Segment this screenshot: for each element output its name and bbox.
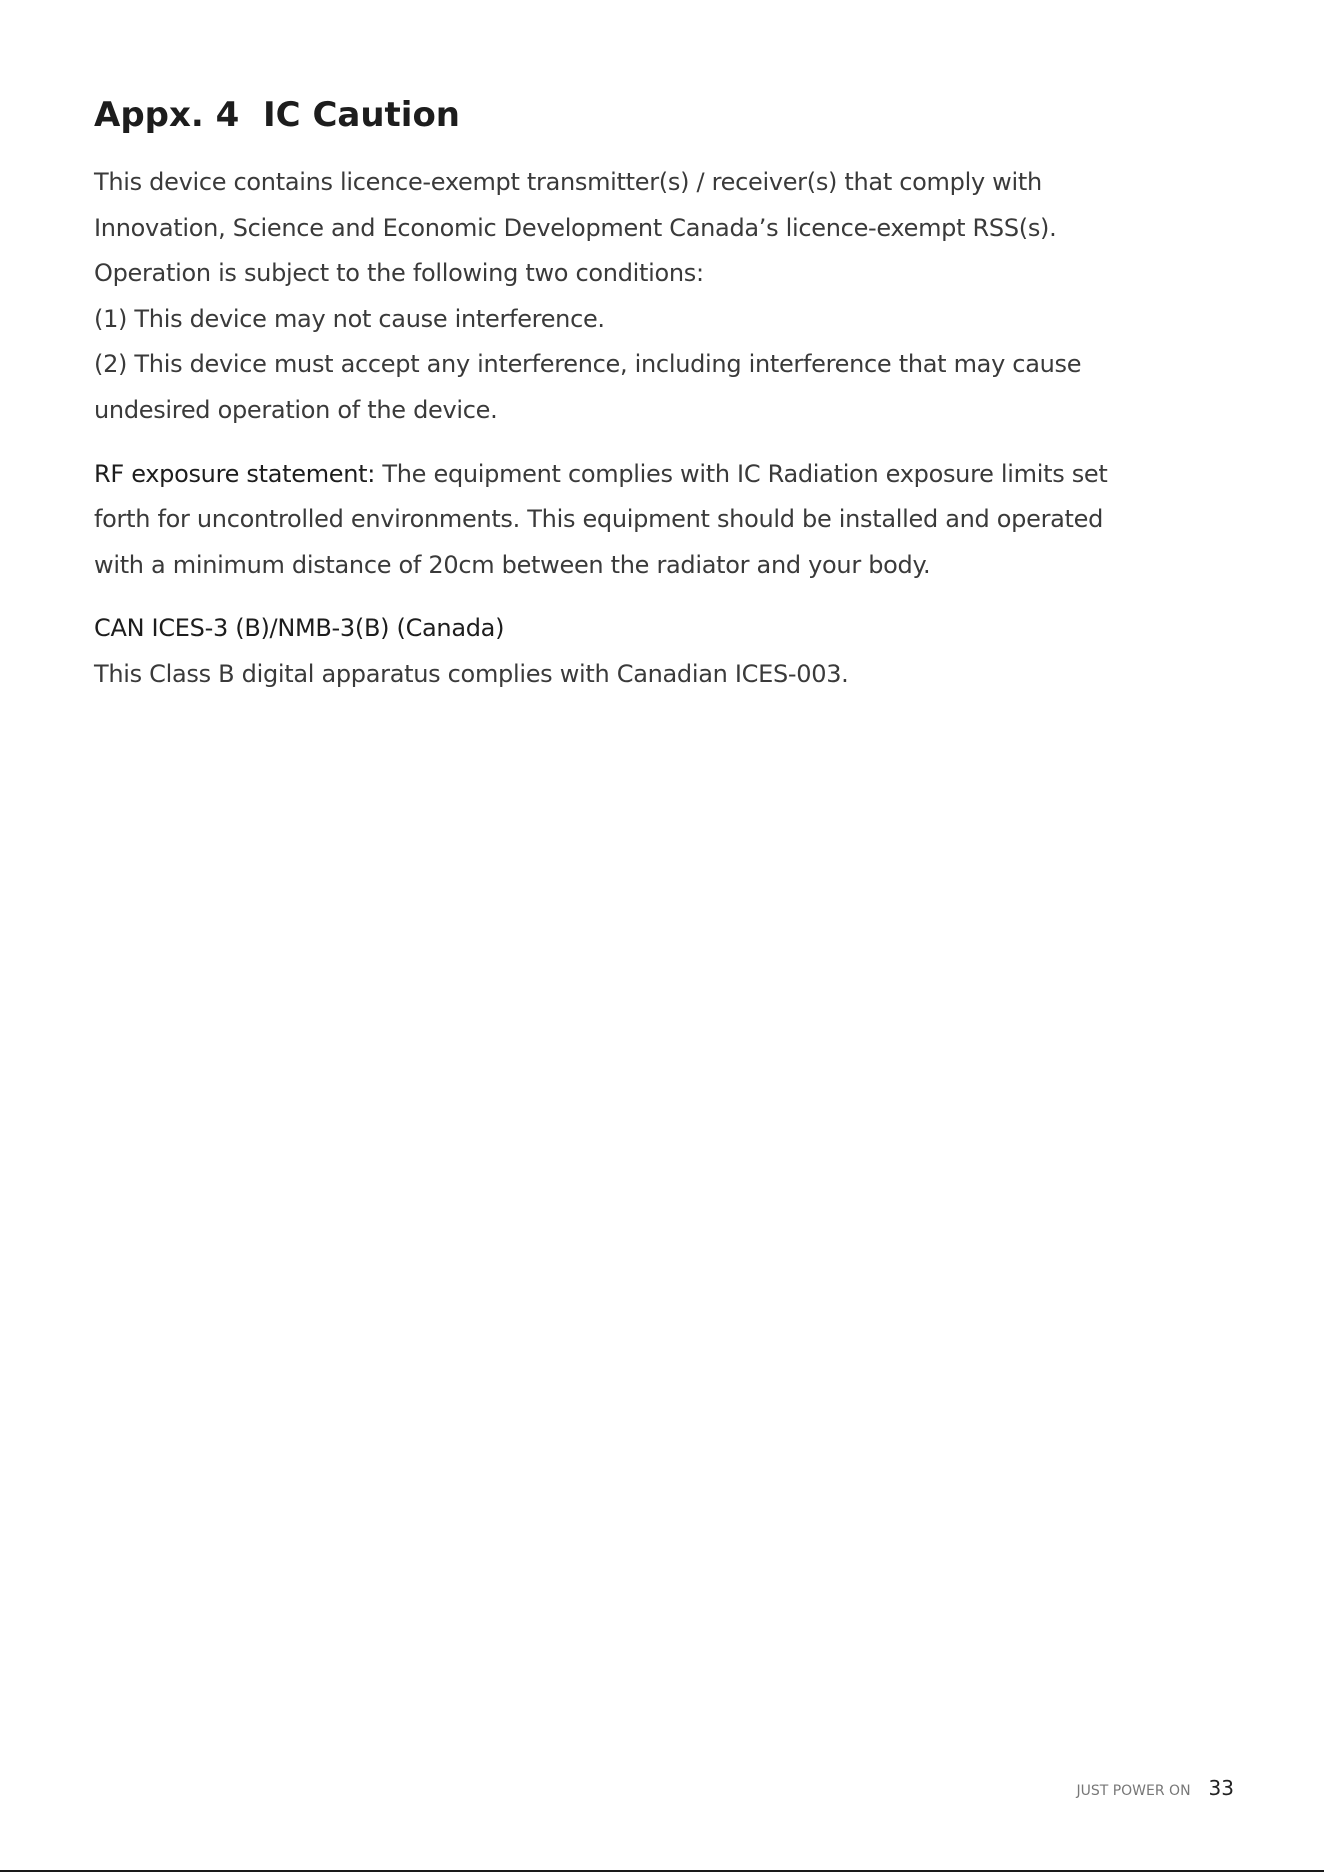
rf-exposure-paragraph — [94, 452, 1234, 589]
intro-line: Innovation, Science and Economic Development Canada’s licence-exempt RSS(s). — [94, 213, 1057, 242]
ices-heading: CAN ICES-3 (B)/NMB-3(B) (Canada) — [94, 614, 505, 643]
condition-2-line: (2) This device must accept any interference, including interference that may cause — [94, 350, 1082, 379]
ices-statement: This Class B digital apparatus complies with Canadian ICES-003. — [94, 659, 849, 688]
rf-text: The equipment complies with IC Radiation exposure limits set — [375, 459, 1108, 488]
page-title: Appx. 4 IC Caution — [94, 95, 461, 135]
ices-paragraph — [94, 606, 1234, 697]
condition-2-line: undesired operation of the device. — [94, 395, 498, 424]
rf-line: with a minimum distance of 20cm between the radiator and your body. — [94, 550, 931, 579]
condition-1-line: (1) This device may not cause interference. — [94, 304, 605, 333]
rf-line — [94, 452, 1234, 498]
intro-line: This device contains licence-exempt transmitter(s) / receiver(s) that comply with — [94, 168, 1042, 196]
intro-paragraph — [94, 160, 1234, 434]
footer-brand: JUST POWER ON — [1076, 1783, 1191, 1799]
page-footer — [1076, 1776, 1234, 1800]
page-content — [94, 92, 1234, 716]
rf-line: forth for uncontrolled environments. This equipment should be installed and operated — [94, 505, 1104, 534]
rf-exposure-label: RF exposure statement: — [94, 459, 376, 488]
page-number: 33 — [1208, 1776, 1234, 1800]
intro-line: Operation is subject to the following two conditions: — [94, 259, 704, 288]
